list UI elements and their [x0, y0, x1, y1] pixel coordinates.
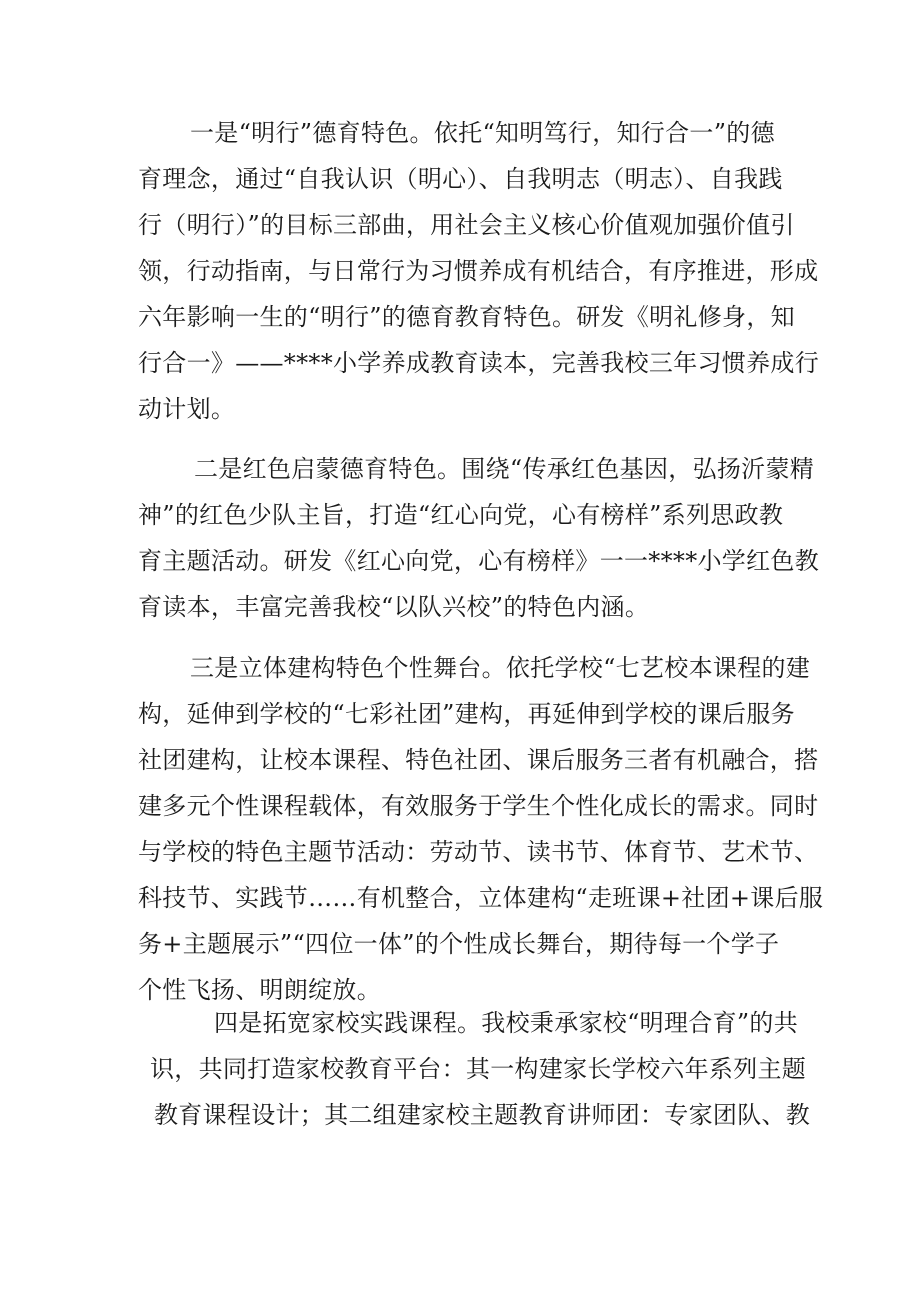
text-line: 六年影响一生的“明行”的德育教育特色。研发《明礼修身，知 — [138, 303, 795, 331]
text-line: 神”的红色少队主旨，打造“红心向党，心有榜样”系列思政教 — [138, 501, 784, 529]
text-line: 育理念，通过“自我认识（明心）、自我明志（明志）、自我践 — [138, 165, 783, 193]
text-line: 四是拓宽家校实践课程。我校秉承家校“明理合育”的共 — [214, 1009, 799, 1037]
text-line: 科技节、实践节……有机整合，立体建构“走班课+社团+课后服 — [138, 884, 824, 912]
text-line: 社团建构，让校本课程、特色社团、课后服务三者有机融合，搭 — [138, 746, 819, 774]
text-line: 一是“明行”德育特色。依托“知明笃行，知行合一”的德 — [190, 119, 775, 147]
text-line: 二是红色启蒙德育特色。围绕“传承红色基因，弘扬沂蒙精 — [194, 455, 815, 483]
text-line: 识，共同打造家校教育平台：其一构建家长学校六年系列主题 — [150, 1055, 807, 1083]
text-line: 与学校的特色主题节活动：劳动节、读书节、体育节、艺术节、 — [138, 838, 819, 866]
text-line: 育主题活动。研发《红心向党，心有榜样》一一****小学红色教 — [138, 547, 819, 575]
text-line: 动计划。 — [138, 395, 236, 423]
text-line: 个性飞扬、明朗绽放。 — [138, 976, 381, 1004]
text-line: 行合一》——****小学养成教育读本，完善我校三年习惯养成行 — [138, 349, 819, 377]
text-line: 构，延伸到学校的“七彩社团”建构，再延伸到学校的课后服务 — [138, 700, 795, 728]
paragraph-red-enlightenment — [138, 446, 819, 630]
text-line: 行（明行）”的目标三部曲，用社会主义核心价值观加强价值引 — [138, 211, 795, 239]
paragraph-mingxing-moral-education — [138, 110, 819, 432]
text-line: 育读本，丰富完善我校“以队兴校”的特色内涵。 — [138, 593, 650, 621]
text-line: 三是立体建构特色个性舞台。依托学校“七艺校本课程的建 — [190, 654, 811, 682]
text-line: 领，行动指南，与日常行为习惯养成有机结合，有序推进，形成 — [138, 257, 819, 285]
text-line: 务+主题展示”“四位一体”的个性成长舞台，期待每一个学子 — [138, 930, 780, 958]
paragraph-home-school-practice — [138, 1000, 811, 1138]
text-line: 建多元个性课程载体，有效服务于学生个性化成长的需求。同时 — [138, 792, 819, 820]
paragraph-personality-stage — [138, 645, 824, 1013]
text-line: 教育课程设计；其二组建家校主题教育讲师团：专家团队、教 — [154, 1101, 811, 1129]
